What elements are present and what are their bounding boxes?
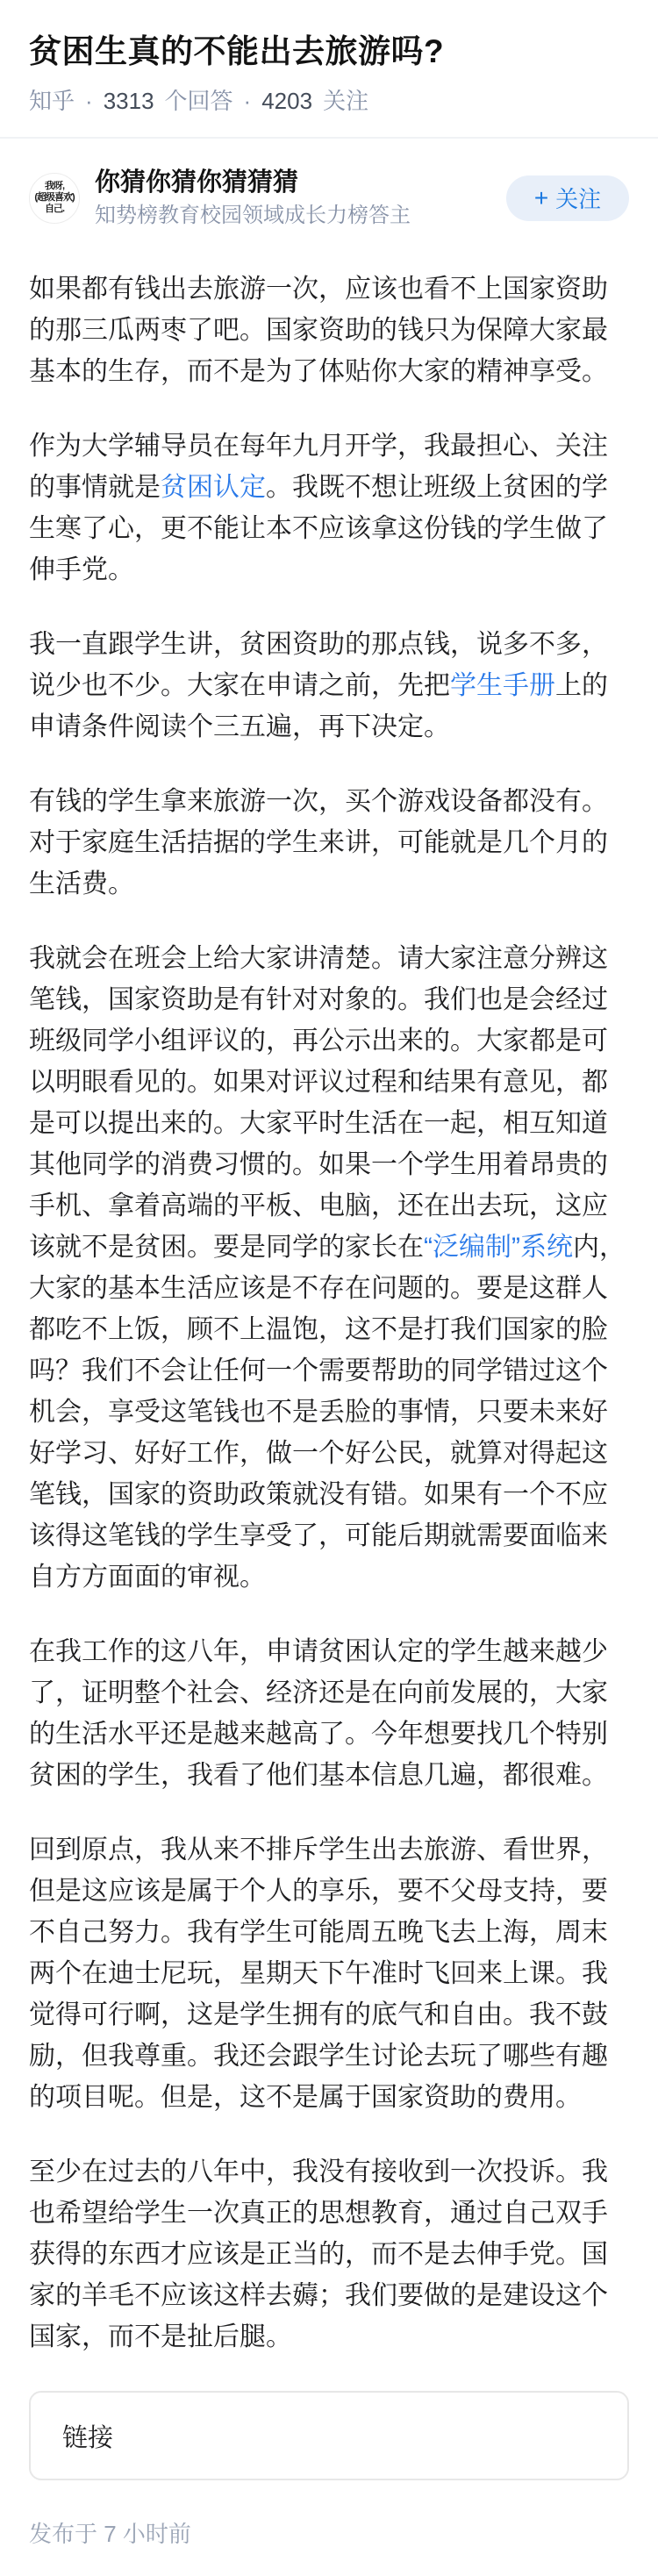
avatar-text-line: (超级喜欢)	[34, 192, 75, 203]
author-badge: 知势榜教育校园领域成长力榜答主	[95, 204, 411, 227]
text-run: 如果都有钱出去旅游一次，应该也看不上国家资助的那三瓜两枣了吧。国家资助的钱只为保障大家最基本的生存，而不是为了体贴你大家的精神享受。	[29, 275, 608, 386]
inline-link[interactable]: “泛编制”系统	[424, 1233, 573, 1262]
question-meta	[29, 87, 629, 115]
source-label: 知乎	[29, 88, 75, 114]
follows-label: 关注	[323, 88, 369, 114]
question-title[interactable]: 贫困生真的不能出去旅游吗?	[29, 33, 445, 69]
follow-button-label: 关注	[555, 186, 602, 212]
text-run: 我一直跟学生讲，贫困资助的那点钱，说多不多，说少也不少。大家在申请之前，先把	[29, 630, 608, 700]
avatar-text-line: 自己.	[44, 204, 65, 214]
text-run: 回到原点，我从来不排斥学生出去旅游、看世界，但是这应该是属于个人的享乐，要不父母支持，要不自己努力。我有学生可能周五晚飞去上海，周末两个在迪士尼玩，星期天下午准时飞回来上课。我觉得可行啊，这是学生拥有的底气和自由。我不鼓励，但我尊重。我还会跟学生讨论去玩了哪些有趣的项目呢。但是，这不是属于国家资助的费用。	[29, 1835, 608, 2112]
paragraph	[29, 781, 629, 905]
meta-dot: ·	[85, 88, 93, 114]
inline-link[interactable]: 学生手册	[450, 671, 555, 700]
text-run: 我就会在班会上给大家讲清楚。请大家注意分辨这笔钱，国家资助是有针对对象的。我们也是会经过班级同学小组评议的，再公示出来的。大家都是可以明眼看见的。如果对评议过程和结果有意见，都是可以提出来的。大家平时生活在一起，相互知道其他同学的消费习惯的。如果一个学生用着昂贵的手机、拿着高端的平板、电脑，还在出去玩，这应该就不是贫困。要是同学的家长在	[29, 944, 608, 1262]
author-card	[29, 168, 629, 228]
text-run: 内，大家的基本生活应该是不存在问题的。要是这群人都吃不上饭，顾不上温饱，这不是打我们国家的脸吗？我们不会让任何一个需要帮助的同学错过这个机会，享受这笔钱也不是丢脸的事情，只要未来好好学习、好好工作，做一个好公民，就算对得起这笔钱，国家的资助政策就没有错。如果有一个不应该得这笔钱的学生享受了，可能后期就需要面临来自方方面面的审视。	[29, 1233, 626, 1592]
text-run: 有钱的学生拿来旅游一次，买个游戏设备都没有。对于家庭生活拮据的学生来讲，可能就是几个月的生活费。	[29, 787, 608, 898]
text-run: 上的申请条件阅读个三五遍，再下决定。	[29, 671, 608, 741]
text-run: 。我既不想让班级上贫困的学生寒了心，更不能让本不应该拿这份钱的学生做了伸手党。	[29, 473, 608, 584]
paragraph	[29, 426, 629, 590]
answers-label: 个回答	[164, 88, 233, 114]
publish-time: 发布于 7 小时前	[29, 2521, 191, 2547]
paragraph	[29, 624, 629, 748]
follows-count: 4203	[261, 88, 313, 114]
paragraph	[29, 1829, 629, 2118]
answers-count: 3313	[103, 88, 154, 114]
meta-dot: ·	[243, 88, 252, 114]
link-card-label: 链接	[62, 2423, 114, 2452]
follow-button[interactable]	[506, 175, 629, 221]
answer-body	[29, 268, 629, 2358]
text-run: 作为大学辅导员在每年九月开学，我最担心、关注的事情就是	[29, 432, 608, 502]
text-run: 至少在过去的八年中，我没有接收到一次投诉。我也希望给学生一次真正的思想教育，通过自己双手获得的东西才应该是正当的，而不是去伸手党。国家的羊毛不应该这样去薅；我们要做的是建设这个国家，而不是扯后腿。	[29, 2157, 608, 2351]
author-info	[95, 168, 411, 228]
inline-link[interactable]: 贫困认定	[161, 473, 266, 502]
author-name[interactable]: 你猜你猜你猜猜猜	[95, 168, 299, 197]
link-card[interactable]	[29, 2391, 629, 2480]
text-run: 在我工作的这八年，申请贫困认定的学生越来越少了，证明整个社会、经济还是在向前发展的，大家的生活水平还是越来越高了。今年想要找几个特别贫困的学生，我看了他们基本信息几遍，都很难。	[29, 1637, 608, 1790]
section-divider	[0, 137, 658, 139]
avatar[interactable]	[29, 173, 80, 224]
paragraph	[29, 938, 629, 1598]
paragraph	[29, 2151, 629, 2358]
question-header	[29, 32, 629, 115]
paragraph	[29, 268, 629, 392]
plus-icon: +	[533, 183, 549, 211]
avatar-text-line: 我呀,	[44, 181, 65, 191]
paragraph	[29, 1631, 629, 1796]
